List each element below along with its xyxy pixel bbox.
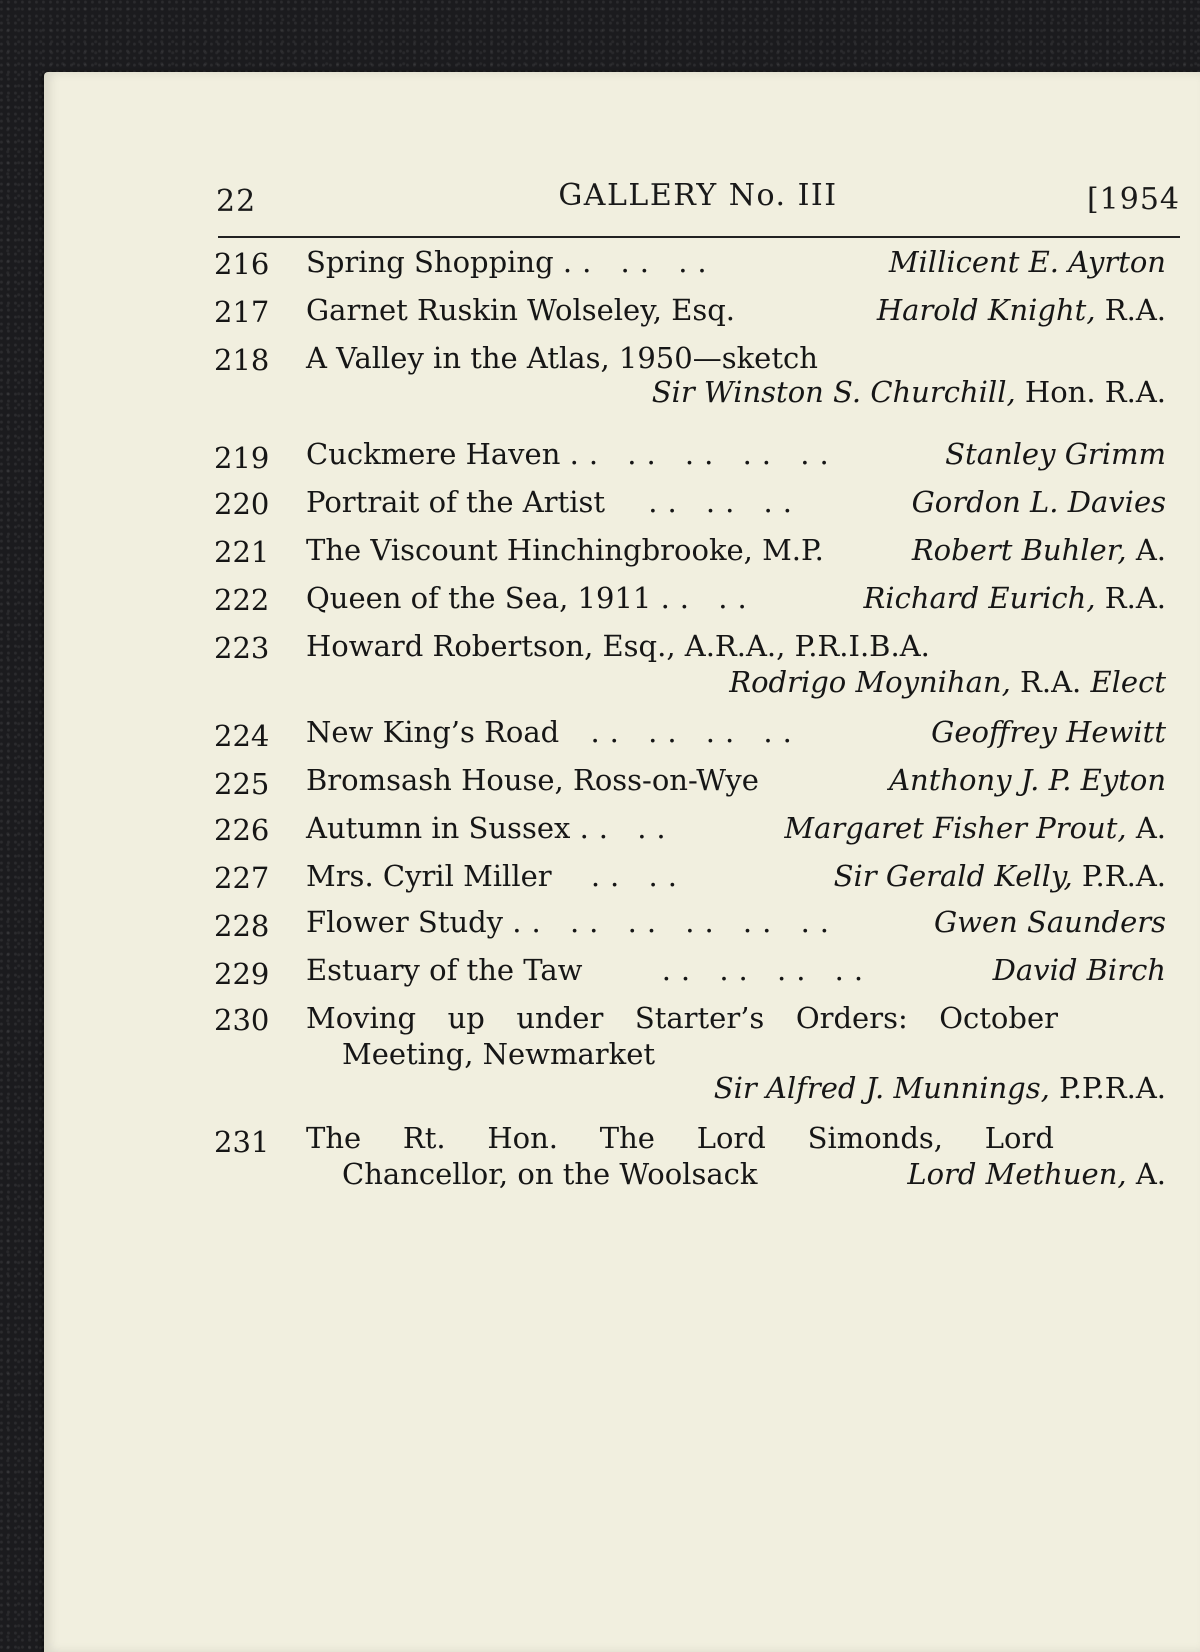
entry-title: [306, 712, 802, 752]
title-word: Moving: [306, 1001, 417, 1035]
entry-title-text: Spring Shopping: [306, 245, 554, 279]
entry-title: [306, 482, 802, 522]
entry-title: [306, 530, 824, 570]
artist-name: Anthony J. P. Eyton: [889, 763, 1166, 797]
entry-title-text: Estuary of the Taw: [306, 953, 583, 987]
entry-artist: [863, 578, 1166, 618]
title-word: under: [516, 1001, 604, 1035]
entry-title-text: Flower Study: [306, 905, 504, 939]
artist-name: Robert Buhler,: [911, 533, 1127, 567]
title-word: Lord: [696, 1121, 766, 1155]
title-word: Orders:: [795, 1001, 908, 1035]
entry-title-text: The Viscount Hinchingbrooke, M.P.: [306, 533, 824, 567]
leader-dots: .. .. ..: [648, 485, 802, 519]
entry-artist: [912, 530, 1166, 570]
entry-artist: [714, 1068, 1166, 1108]
leader-dots: .. ..: [660, 581, 757, 615]
leader-dots: .. .. .. ..: [661, 953, 874, 987]
entry-artist: [993, 950, 1166, 990]
entry-artist: [931, 712, 1166, 752]
leader-dots: .. ..: [579, 811, 676, 845]
artist-rank: A.: [1126, 533, 1166, 567]
entry-artist: [907, 1154, 1166, 1194]
entry-title-text: Autumn in Sussex: [306, 811, 571, 845]
entry-artist: [834, 856, 1166, 896]
entry-number: 228: [214, 909, 270, 943]
entry-number: 229: [214, 957, 270, 991]
page-title: GALLERY No. III: [558, 178, 838, 213]
leader-dots: .. .. ..: [562, 245, 717, 279]
entry-title-text: Mrs. Cyril Miller: [306, 859, 552, 893]
title-word: Lord: [984, 1121, 1054, 1155]
artist-name: Harold Knight,: [876, 293, 1096, 327]
entry-number: 231: [214, 1125, 270, 1159]
entry-title-continuation: Chancellor, on the Woolsack: [342, 1157, 758, 1191]
leader-dots: .. .. .. .. ..: [569, 437, 839, 471]
artist-rank: R.A.: [1095, 293, 1166, 327]
title-word: The: [306, 1121, 362, 1155]
title-word: October: [939, 1001, 1058, 1035]
artist-name: Margaret Fisher Prout,: [784, 811, 1127, 845]
artist-rank: P.R.A.: [1072, 859, 1166, 893]
artist-rank-elect: Elect: [1090, 665, 1166, 699]
entry-artist: [877, 290, 1166, 330]
artist-name: Lord Methuen,: [907, 1157, 1127, 1191]
entry-title-text: A Valley in the Atlas, 1950—sketch: [306, 341, 818, 375]
artist-rank: R.A.: [1010, 665, 1082, 699]
entry-title: [306, 902, 839, 942]
page-number: 22: [216, 184, 257, 219]
entry-number: 220: [214, 487, 270, 521]
entry-title: [306, 290, 735, 330]
entry-title-text: Garnet Ruskin Wolseley, Esq.: [306, 293, 736, 327]
entry-title: [306, 998, 1058, 1038]
entry-artist: [729, 662, 1166, 702]
entry-title-continuation: Meeting, Newmarket: [342, 1037, 656, 1071]
leader-dots: .. .. .. ..: [590, 715, 802, 749]
entry-artist: [934, 902, 1166, 942]
entry-title-text: Queen of the Sea, 1911: [306, 581, 652, 615]
entry-title: [306, 808, 676, 848]
title-word: Rt.: [402, 1121, 446, 1155]
year-label: [1954: [1086, 182, 1180, 217]
entry-artist: [889, 242, 1166, 282]
artist-name: David Birch: [992, 953, 1166, 987]
entry-number: 219: [214, 441, 270, 475]
artist-name: Sir Winston S. Churchill,: [651, 375, 1016, 409]
entry-title-text: Bromsash House, Ross-on-Wye: [306, 763, 759, 797]
entry-title: [306, 760, 759, 800]
artist-rank: P.P.R.A.: [1049, 1071, 1166, 1105]
artist-name: Millicent E. Ayrton: [888, 245, 1166, 279]
artist-name: Rodrigo Moynihan,: [729, 665, 1011, 699]
artist-name: Geoffrey Hewitt: [931, 715, 1166, 749]
artist-rank: A.: [1126, 1157, 1166, 1191]
artist-name: Gwen Saunders: [933, 905, 1166, 939]
entry-number: 221: [214, 535, 270, 569]
entry-number: 222: [214, 583, 270, 617]
title-word: up: [447, 1001, 485, 1035]
leader-dots: .. ..: [590, 859, 687, 893]
artist-rank: R.A.: [1095, 581, 1166, 615]
entry-title: [306, 626, 930, 666]
entry-number: 217: [214, 295, 270, 329]
entry-number: 225: [214, 767, 270, 801]
entry-number: 223: [214, 631, 270, 665]
entry-number: 216: [214, 247, 270, 281]
artist-rank: A.: [1126, 811, 1166, 845]
entry-title: [306, 856, 687, 896]
entry-title-text: New King’s Road: [306, 715, 560, 749]
artist-name: Sir Gerald Kelly,: [833, 859, 1073, 893]
artist-name: Gordon L. Davies: [911, 485, 1166, 519]
artist-name: Stanley Grimm: [945, 437, 1166, 471]
entry-title-text: Portrait of the Artist: [306, 485, 606, 519]
entry-title: [306, 950, 873, 990]
entry-artist: [945, 434, 1166, 474]
entry-number: 230: [214, 1003, 270, 1037]
entry-artist: [784, 808, 1166, 848]
entry-number: 226: [214, 813, 270, 847]
entry-number: 224: [214, 719, 270, 753]
title-word: Starter’s: [634, 1001, 765, 1035]
entry-number: 218: [214, 343, 270, 377]
entry-title: [306, 1118, 1054, 1158]
title-word: Hon.: [487, 1121, 559, 1155]
entry-title-text: Cuckmere Haven: [306, 437, 561, 471]
title-word: Simonds,: [807, 1121, 944, 1155]
artist-rank: Hon. R.A.: [1015, 375, 1166, 409]
entry-number: 227: [214, 861, 270, 895]
entry-title: [306, 578, 757, 618]
entry-title-text: Howard Robertson, Esq., A.R.A., P.R.I.B.A.: [306, 629, 930, 663]
artist-name: Sir Alfred J. Munnings,: [713, 1071, 1050, 1105]
entry-artist: [912, 482, 1166, 522]
entry-artist: [652, 372, 1166, 412]
entry-title: [306, 242, 717, 282]
title-word: The: [599, 1121, 655, 1155]
entry-artist: [889, 760, 1166, 800]
leader-dots: .. .. .. .. .. ..: [512, 905, 840, 939]
entry-title: [306, 434, 839, 474]
artist-name: Richard Eurich,: [863, 581, 1096, 615]
